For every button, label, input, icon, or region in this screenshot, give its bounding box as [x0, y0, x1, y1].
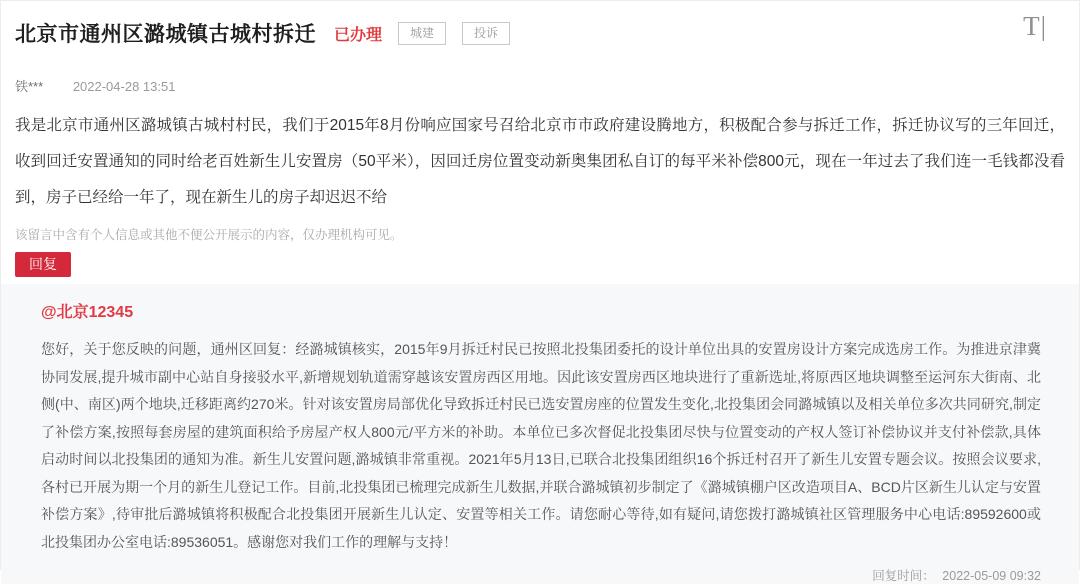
reply-mention: @北京12345: [41, 304, 134, 321]
site-logo: T|: [1023, 11, 1047, 41]
status-badge: 已办理: [334, 26, 383, 44]
tag-type[interactable]: 投诉: [462, 22, 510, 45]
reply-button[interactable]: 回复: [15, 252, 71, 277]
page-title: 北京市通州区潞城镇古城村拆迁: [15, 23, 316, 46]
reply-time: [41, 566, 1041, 584]
header: [1, 1, 1079, 48]
post-content: 我是北京市通州区潞城镇古城村村民，我们于2015年8月份响应国家号召给北京市市政府建设腾地方，积极配合参与拆迁工作，拆迁协议写的三年回迁，收到回迁安置通知的同时给老百姓新生儿安置房（50平米），因回迁房位置变动新奥集团私自订的每平米补偿800元，现在一年过去了我们连一毛钱都没看到，房子已经给一年了，现在新生儿的房子却迟迟不给: [15, 117, 1065, 206]
reply-time-label: 回复时间：: [872, 569, 935, 583]
post-meta: [1, 76, 1079, 95]
post-timestamp: 2022-04-28 13:51: [72, 79, 176, 94]
reply-panel: [1, 284, 1079, 584]
tag-category[interactable]: 城建: [398, 22, 446, 45]
author-name: 铁***: [15, 79, 44, 94]
reply-body: 您好，关于您反映的问题，通州区回复：经潞城镇核实，2015年9月拆迁村民已按照北投集团委托的设计单位出具的安置房设计方案完成选房工作。为推进京津冀协同发展,提升城市副中心站自身接驳水平,新增规划轨道需穿越该安置房西区用地。因此该安置房西区地块进行了重新选址,将原西区地块调整至运河东大街南、北侧(中、南区)两个地块,迁移距离约270米。针对该安置房局部优化导致拆迁村民已选安置房座的位置发生变化,北投集团会同潞城镇以及相关单位多次共同研究,制定了补偿方案,按照每套房屋的建筑面积给予房屋产权人800元/平方米的补助。本单位已多次督促北投集团尽快与位置变动的产权人签订补偿协议并支付补偿款,具体启动时间以北投集团的通知为准。新生儿安置问题,潞城镇非常重视。2021年5月13日,已联合北投集团组织16个拆迁村召开了新生儿安置专题会议。按照会议要求,各村已开展为期一个月的新生儿登记工作。目前,北投集团已梳理完成新生儿数据,并联合潞城镇初步制定了《潞城镇棚户区改造项目A、BCD片区新生儿认定与安置补偿方案》,待审批后潞城镇将积极配合北投集团开展新生儿认定、安置等相关工作。请您耐心等待,如有疑问,请您拨打潞城镇社区管理服务中心电话:89592600或北投集团办公室电话:89536051。感谢您对我们工作的理解与支持！: [41, 341, 1041, 550]
reply-time-value: 2022-05-09 09:32: [942, 569, 1041, 583]
privacy-note: 该留言中含有个人信息或其他不便公开展示的内容，仅办理机构可见。: [15, 228, 403, 242]
